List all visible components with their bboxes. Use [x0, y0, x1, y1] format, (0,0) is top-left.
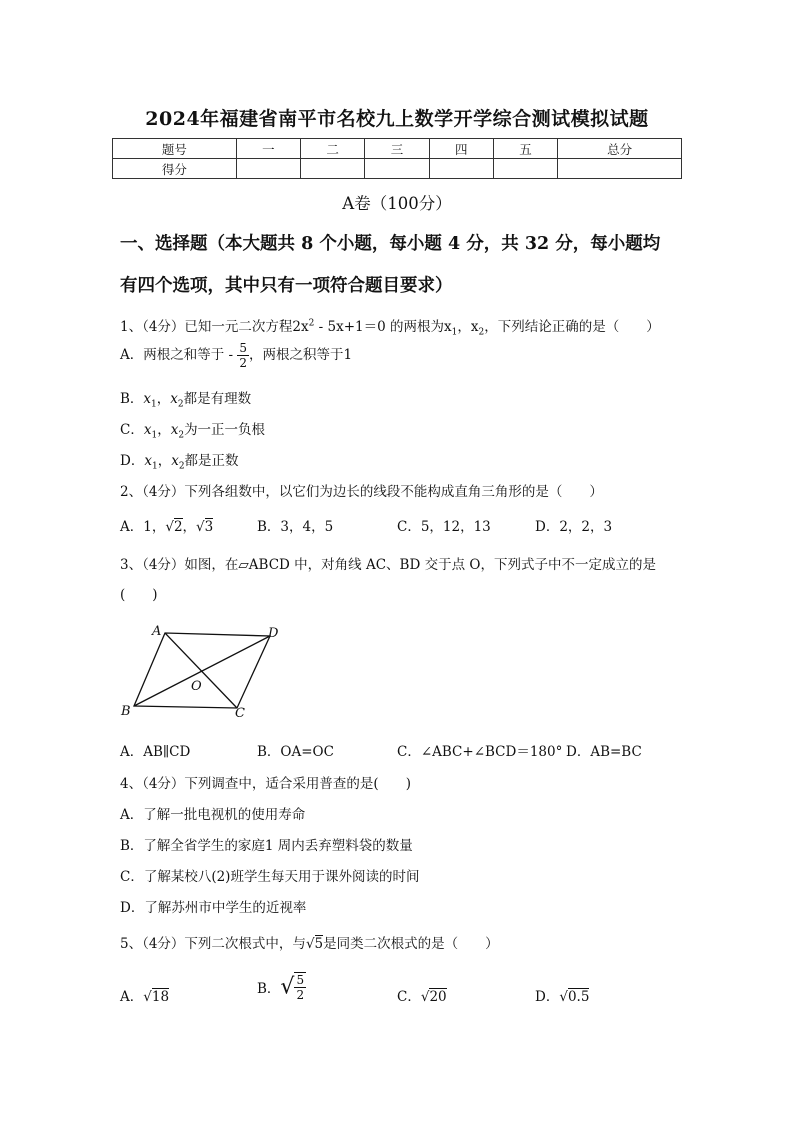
radicand: 2 — [173, 519, 183, 535]
question-5-option-b[interactable] — [257, 972, 306, 1002]
subscript: 2 — [178, 461, 185, 472]
question-1-stem — [120, 315, 660, 338]
var-x: x — [144, 453, 152, 469]
q1-b-text: 都是有理数 — [183, 391, 252, 407]
radicand: 20 — [429, 989, 447, 1005]
comma: ， — [157, 453, 172, 469]
comma: ， — [156, 391, 171, 407]
question-1-option-b[interactable] — [120, 387, 251, 410]
score-cell: 总分 — [558, 139, 682, 159]
parallelogram-figure — [115, 620, 290, 725]
sqrt-sign-icon: √ — [280, 974, 295, 1000]
subscript: 1 — [151, 430, 158, 441]
score-table — [112, 138, 682, 179]
sqrt-sign-icon: √5 — [305, 936, 324, 952]
option-letter: C． — [397, 989, 421, 1005]
score-cell-empty — [493, 159, 557, 179]
question-2-option-a[interactable] — [120, 515, 213, 535]
question-2-stem: 2、（4分）下列各组数中，以它们为边长的线段不能构成直角三角形的是（ ） — [120, 484, 603, 500]
score-cell: 得分 — [113, 159, 237, 179]
question-2-option-b[interactable]: B．3，4，5 — [257, 519, 334, 535]
label-d: D — [268, 626, 279, 641]
subscript: 2 — [178, 430, 185, 441]
q5-stem-part: 5、（4分）下列二次根式中，与 — [120, 936, 306, 952]
question-4-option-c[interactable]: C．了解某校八(2)班学生每天用于课外阅读的时间 — [120, 869, 420, 885]
label-o: O — [191, 679, 202, 694]
question-3-option-c[interactable]: C．∠ABC+∠BCD＝180° — [397, 744, 563, 760]
question-1-option-d[interactable] — [120, 449, 239, 472]
q5-stem-part: 是同类二次根式的是（ ） — [323, 936, 499, 952]
sqrt-sign-icon: √2 — [165, 519, 183, 535]
question-1-option-a[interactable] — [120, 341, 352, 370]
comma: ， — [157, 422, 171, 438]
score-cell: 三 — [365, 139, 429, 159]
score-cell-empty — [301, 159, 365, 179]
question-5-option-c[interactable] — [397, 985, 447, 1005]
q1-subscript: 1 — [451, 327, 458, 338]
q1-subscript: 2 — [478, 327, 485, 338]
q1-c-text: 为一正一负根 — [184, 422, 266, 438]
fraction-denominator: 2 — [239, 356, 248, 370]
q1-stem-part: ，下列结论正确的是（ ） — [484, 319, 660, 335]
fraction-numerator: 5 — [296, 973, 305, 987]
question-3-option-a[interactable]: A．AB∥CD — [120, 744, 191, 760]
subscript: 1 — [151, 461, 158, 472]
label-a: A — [152, 624, 162, 639]
subscript: 2 — [177, 399, 184, 410]
sqrt-sign-icon: √20 — [420, 989, 447, 1005]
q1-stem-part: ，x — [457, 319, 479, 335]
subscript: 1 — [151, 399, 157, 410]
radicand: 5 — [314, 936, 324, 952]
var-x: x — [170, 422, 179, 438]
q1-stem-part: - 5x+1＝0 的两根为x — [314, 319, 452, 335]
score-cell: 五 — [493, 139, 557, 159]
comma: ， — [182, 519, 197, 535]
score-cell: 题号 — [113, 139, 237, 159]
q1-a-text: A．两根之和等于 - — [120, 347, 238, 363]
fraction-numerator: 5 — [239, 341, 248, 355]
question-5-stem — [120, 932, 499, 952]
sqrt-sign-icon: √0.5 — [559, 989, 590, 1005]
q1-exponent: 2 — [308, 318, 315, 329]
question-5-option-d[interactable] — [535, 985, 589, 1005]
option-letter: D． — [535, 989, 560, 1005]
question-3-option-b[interactable]: B．OA=OC — [257, 744, 334, 760]
question-3-stem: 3、（4分）如图，在▱ABCD 中，对角线 AC、BD 交于点 O，下列式子中不一定成立的是 — [120, 557, 656, 573]
score-table-header-row — [113, 139, 682, 159]
q1-a-text: ，两根之积等于1 — [249, 347, 353, 363]
question-4-option-b[interactable]: B．了解全省学生的家庭1 周内丢弃塑料袋的数量 — [120, 838, 413, 854]
score-cell-empty — [236, 159, 300, 179]
part-one-heading-line1: 一、选择题（本大题共 8 个小题，每小题 4 分，共 32 分，每小题均 — [120, 234, 661, 254]
radicand: 3 — [204, 519, 214, 535]
var-x: x — [171, 453, 179, 469]
score-cell: 二 — [301, 139, 365, 159]
fraction — [237, 341, 249, 370]
diagonal-ac — [165, 633, 237, 708]
option-letter: B． — [257, 981, 281, 997]
score-cell: 一 — [236, 139, 300, 159]
q1-stem-part: 1、（4分）已知一元二次方程2x — [120, 319, 309, 335]
option-letter: A． — [120, 989, 144, 1005]
label-b: B — [121, 704, 131, 719]
score-cell: 四 — [429, 139, 493, 159]
score-cell-empty — [365, 159, 429, 179]
section-a-heading: A卷（100分） — [342, 194, 452, 213]
var-x: x — [143, 422, 152, 438]
question-4-stem: 4、（4分）下列调查中，适合采用普查的是( ) — [120, 776, 411, 792]
question-3-stem-paren: ( ) — [120, 587, 158, 603]
score-cell-empty — [558, 159, 682, 179]
radicand: 18 — [151, 989, 170, 1005]
question-3-option-d[interactable]: D．AB=BC — [566, 744, 642, 760]
question-2-option-d[interactable]: D．2，2，3 — [535, 519, 613, 535]
sqrt-sign-icon: √3 — [196, 519, 214, 535]
part-one-heading-line2: 有四个选项，其中只有一项符合题目要求） — [120, 276, 453, 296]
var-x: x — [143, 391, 152, 407]
question-4-option-a[interactable]: A．了解一批电视机的使用寿命 — [120, 807, 306, 823]
sqrt-sign-icon: √18 — [143, 989, 170, 1005]
option-letter: C． — [120, 422, 144, 438]
fraction — [294, 972, 306, 1002]
diagonal-bd — [134, 636, 270, 706]
question-4-option-d[interactable]: D．了解苏州市中学生的近视率 — [120, 900, 307, 916]
option-letter: B． — [120, 391, 144, 407]
question-1-option-c[interactable] — [120, 418, 265, 441]
exam-title: 2024年福建省南平市名校九上数学开学综合测试模拟试题 — [145, 108, 649, 130]
fraction-denominator: 2 — [296, 988, 305, 1002]
question-5-option-a[interactable] — [120, 985, 169, 1005]
var-x: x — [170, 391, 178, 407]
radicand: 0.5 — [567, 989, 590, 1005]
q1-d-text: 都是正数 — [184, 453, 239, 469]
label-c: C — [235, 706, 245, 721]
score-table-score-row — [113, 159, 682, 179]
score-cell-empty — [429, 159, 493, 179]
q2-a-text: A．1， — [120, 519, 166, 535]
option-letter: D． — [120, 453, 145, 469]
question-2-option-c[interactable]: C．5，12，13 — [397, 519, 491, 535]
